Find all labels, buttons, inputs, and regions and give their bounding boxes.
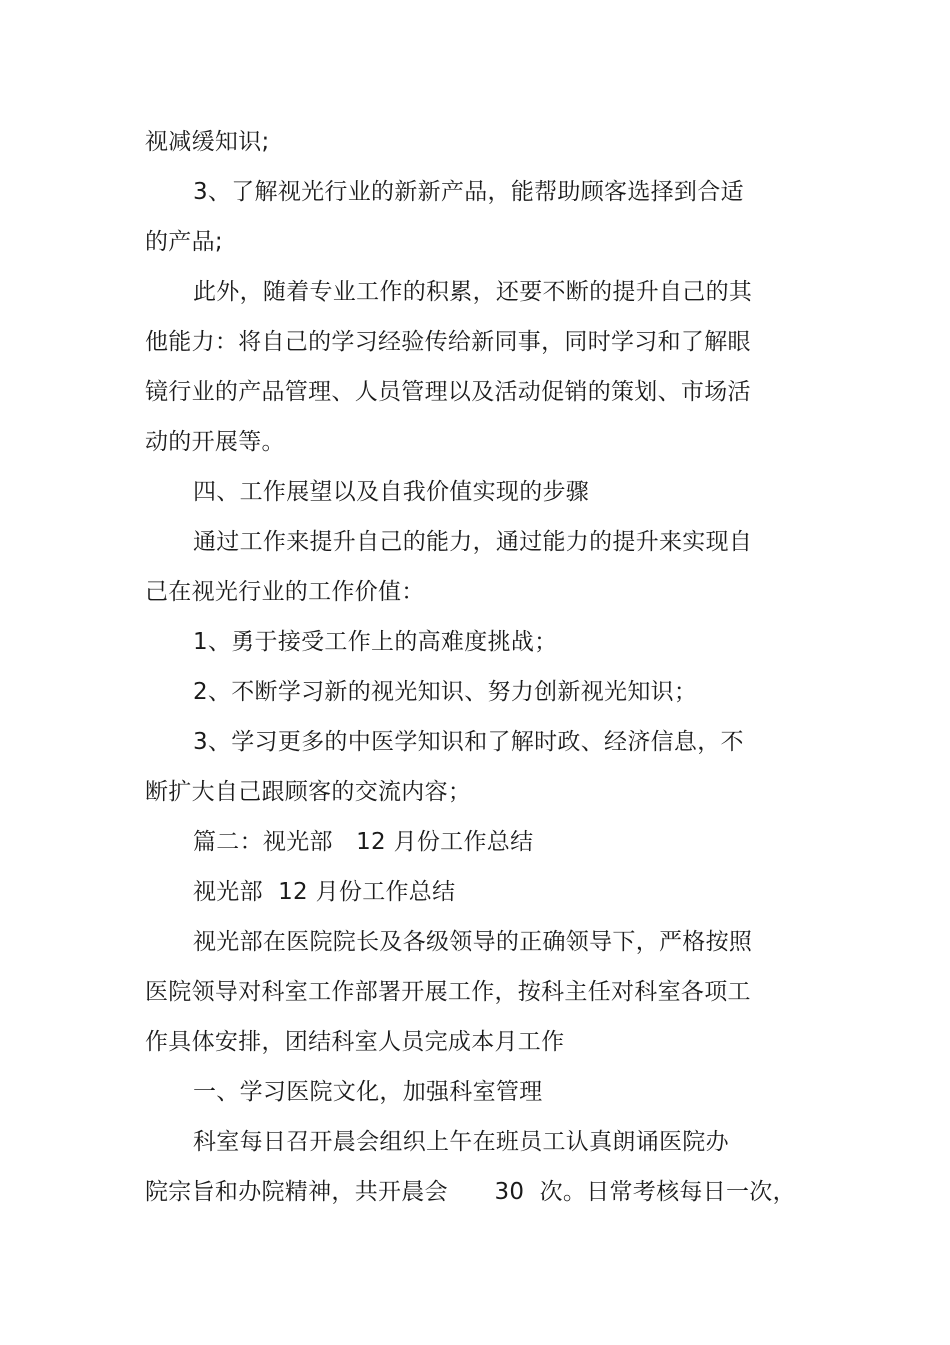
text-line: 院宗旨和办院精神，共开晨会 30 次。日常考核每日一次， [145, 1179, 796, 1205]
text-line: 视减缓知识; [145, 129, 270, 155]
document-title: 视光部 12 月份工作总结 [193, 879, 456, 905]
chapter-title: 篇二：视光部 12 月份工作总结 [193, 829, 534, 855]
text-line: 视光部在医院院长及各级领导的正确领导下，严格按照 [193, 929, 753, 955]
list-item: 2、不断学习新的视光知识、努力创新视光知识； [193, 679, 698, 705]
text-line: 他能力：将自己的学习经验传给新同事，同时学习和了解眼 [145, 329, 751, 355]
text-line: 镜行业的产品管理、人员管理以及活动促销的策划、市场活 [145, 379, 751, 405]
text-line: 己在视光行业的工作价值： [145, 579, 425, 605]
text-line: 的产品; [145, 229, 223, 255]
list-item: 1、勇于接受工作上的高难度挑战； [193, 629, 558, 655]
list-item: 3、学习更多的中医学知识和了解时政、经济信息，不 [193, 729, 744, 755]
text-line: 动的开展等。 [145, 429, 285, 455]
text-line: 此外，随着专业工作的积累，还要不断的提升自己的其 [193, 279, 753, 305]
text-line: 断扩大自己跟顾客的交流内容； [145, 779, 472, 805]
section-heading: 一、学习医院文化，加强科室管理 [193, 1079, 543, 1105]
text-line: 3、了解视光行业的新新产品，能帮助顾客选择到合适 [193, 179, 744, 205]
text-line: 科室每日召开晨会组织上午在班员工认真朗诵医院办 [193, 1129, 729, 1155]
text-line: 通过工作来提升自己的能力，通过能力的提升来实现自 [193, 529, 753, 555]
text-line: 作具体安排，团结科室人员完成本月工作 [145, 1029, 565, 1055]
text-line: 医院领导对科室工作部署开展工作，按科主任对科室各项工 [145, 979, 751, 1005]
section-heading: 四、工作展望以及自我价值实现的步骤 [193, 479, 590, 505]
